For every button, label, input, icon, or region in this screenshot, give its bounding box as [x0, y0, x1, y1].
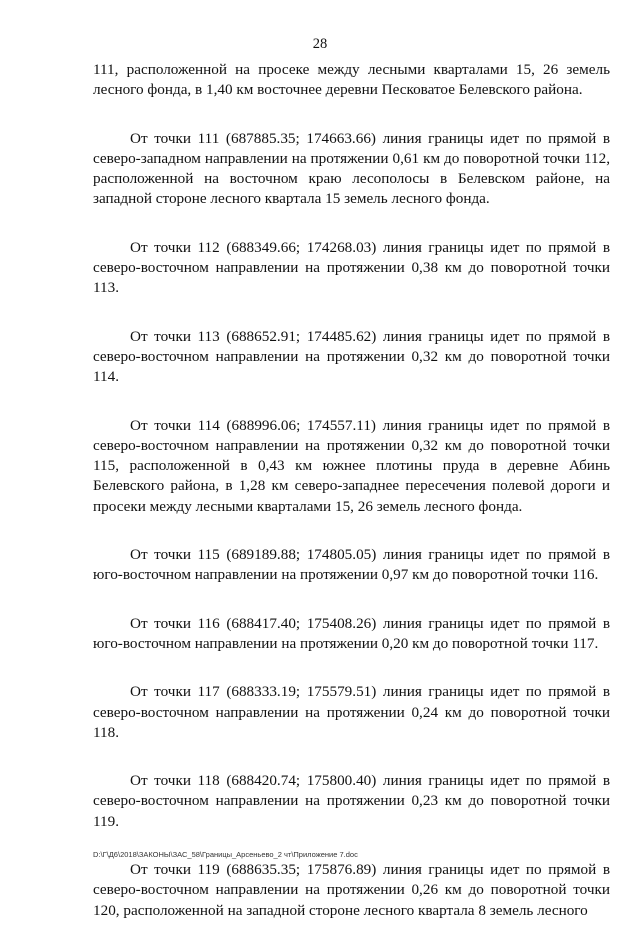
paragraph-point-114: От точки 114 (688996.06; 174557.11) линия границы идет по прямой в северо-восточном направлении на протяжении 0,32 км до поворотной точки 115, расположенной в 0,43 км южнее плотины пруда в деревне Абинь Белевского района, в 1,28 км северо-западнее пересечения полевой дороги и просеки между лесными кварталами 15, 26 земель лесного фонда.	[93, 416, 610, 515]
paragraph-continuation: 111, расположенной на просеке между лесными кварталами 15, 26 земель лесного фонда, в 1,40 км восточнее деревни Песковатое Белевского района.	[93, 61, 610, 99]
paragraph-point-119: От точки 119 (688635.35; 175876.89) линия границы идет по прямой в северо-восточном направлении на протяжении 0,26 км до поворотной точки 120, расположенной на западной стороне лесного квартала 8 земель лесного	[93, 861, 610, 919]
page-number: 28	[312, 36, 328, 52]
paragraph-point-112: От точки 112 (688349.66; 174268.03) линия границы идет по прямой в северо-восточном направлении на протяжении 0,38 км до поворотной точки 113.	[93, 238, 610, 297]
paragraph-point-115: От точки 115 (689189.88; 174805.05) линия границы идет по прямой в юго-восточном направлении на протяжении 0,97 км до поворотной точки 116.	[93, 546, 610, 584]
paragraph-point-111: От точки 111 (687885.35; 174663.66) линия границы идет по прямой в северо-западном направлении на протяжении 0,61 км до поворотной точки 112, расположенной на восточном краю лесополосы в Белевском районе, на западной стороне лесного квартала 15 земель лесного фонда.	[93, 129, 610, 208]
paragraph-point-117: От точки 117 (688333.19; 175579.51) линия границы идет по прямой в северо-восточном направлении на протяжении 0,24 км до поворотной точки 118.	[93, 683, 610, 741]
paragraph-point-116: От точки 116 (688417.40; 175408.26) линия границы идет по прямой в юго-восточном направлении на протяжении 0,20 км до поворотной точки 117.	[93, 614, 610, 652]
footer-file-path: D:\Г\Д6\2018\ЗАКОНЫ\ЗАС_58\Границы_Арсеньево_2 чт\Приложение 7.doc	[93, 850, 358, 859]
paragraph-point-113: От точки 113 (688652.91; 174485.62) линия границы идет по прямой в северо-восточном направлении на протяжении 0,32 км до поворотной точки 114.	[93, 327, 610, 386]
document-body	[93, 60, 610, 949]
paragraph-point-118: От точки 118 (688420.74; 175800.40) линия границы идет по прямой в северо-восточном направлении на протяжении 0,23 км до поворотной точки 119.	[93, 772, 610, 830]
